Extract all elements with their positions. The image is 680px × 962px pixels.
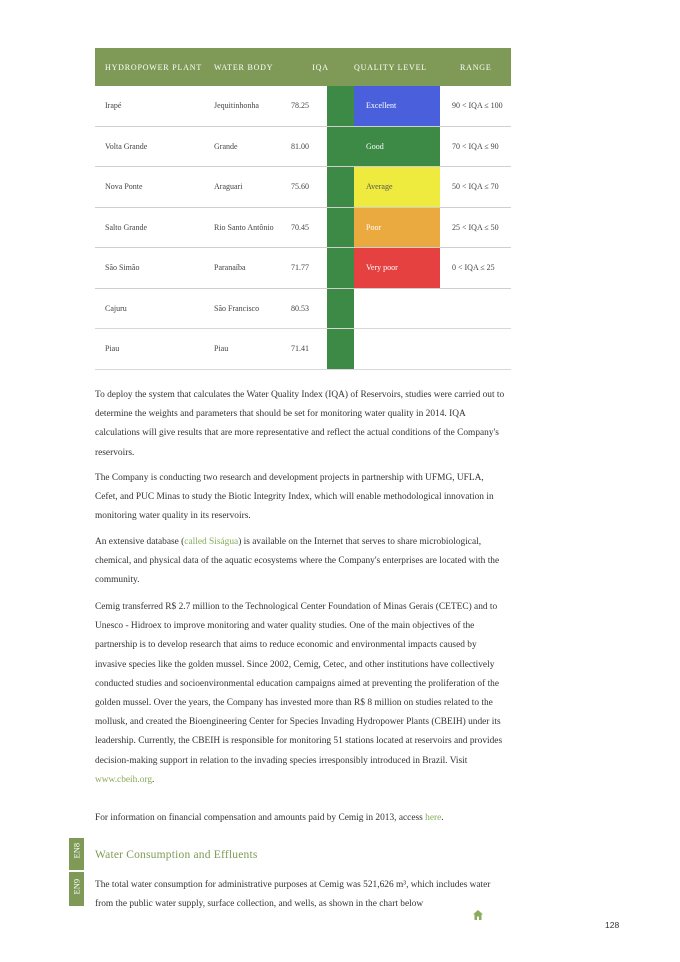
cell-plant: Irapé	[105, 101, 122, 111]
paragraph-database	[95, 533, 505, 591]
cell-iqa: 78.25	[291, 101, 309, 111]
paragraph-iqa-system: To deploy the system that calculates the Water Quality Index (IQA) of Reservoirs, studies were carried out to determine the weights and parameters that should be set for monitoring water quality in 2014. IQA calculations will give results that are more representative and reflect the actual conditions of the Company's reservoirs.	[95, 390, 505, 458]
paragraph-financial-compensation	[95, 809, 505, 828]
cell-plant: Piau	[105, 344, 120, 354]
paragraph-water-consumption: The total water consumption for administrative purposes at Cemig was 521,626 m³, which includes water from the public water supply, surface collection, and wells, as shown in the chart below	[95, 880, 491, 910]
table-row	[95, 329, 511, 370]
header-quality-level: QUALITY LEVEL	[354, 62, 427, 72]
paragraph-cetec-text: Cemig transferred R$ 2.7 million to the Technological Center Foundation of Minas Gerais (CETEC) and to Unesco - Hidroex to improve monitoring and water quality studies. One of the main objectives of the partnership is to develop research that aims to reduce economic and environmental impacts caused by invasive species like the golden mussel. Since 2002, Cemig, Cetec, and other institutions have collectively conducted studies and socioenvironmental education campaigns aimed at preventing the proliferation of the golden mussel. Over the years, the Company has invested more than R$ 8 million on studies related to the mollusk, and created the Bioengineering Center for Species Invading Hydropower Plants (CBEIH) under its leadership. Currently, the CBEIH is responsible for monitoring 51 stations located at reservoirs and provides decision-making support in relation to the invading species irresponsibly introduced in Brazil. Visit	[95, 602, 503, 766]
tab-en8	[69, 838, 84, 870]
table-row	[95, 86, 511, 127]
tab-en8-label: EN8	[71, 842, 82, 859]
cell-range: 90 < IQA ≤ 100	[452, 101, 503, 111]
cell-iqa: 71.77	[291, 263, 309, 273]
cell-range: 50 < IQA ≤ 70	[452, 182, 499, 192]
table-row	[95, 127, 511, 168]
cell-range: 0 < IQA ≤ 25	[452, 263, 495, 273]
cell-quality-level	[354, 329, 440, 369]
cell-iqa-bar	[327, 208, 354, 248]
paragraph-financial-end: .	[441, 813, 444, 823]
cell-quality-level: Poor	[354, 208, 440, 248]
cell-water-body: São Francisco	[214, 303, 260, 313]
cell-iqa-bar	[327, 86, 354, 126]
header-range: RANGE	[460, 62, 492, 72]
table-header	[95, 48, 511, 86]
table-row	[95, 208, 511, 249]
cbeih-link[interactable]: www.cbeih.org	[95, 774, 153, 785]
cell-iqa: 75.60	[291, 182, 309, 192]
cell-plant: São Simão	[105, 263, 140, 273]
cell-iqa: 80.53	[291, 303, 309, 313]
cell-water-body: Araguari	[214, 182, 243, 192]
cell-water-body: Jequitinhonha	[214, 101, 259, 111]
cell-iqa: 81.00	[291, 141, 309, 151]
paragraph-cetec-partnership	[95, 598, 505, 790]
cell-range	[440, 289, 511, 329]
cell-range: 70 < IQA ≤ 90	[452, 141, 499, 151]
cell-water-body: Grande	[214, 141, 238, 151]
cell-iqa-bar	[327, 248, 354, 288]
tab-en9	[69, 872, 84, 906]
cell-range: 25 < IQA ≤ 50	[452, 222, 499, 232]
cell-iqa-bar	[327, 329, 354, 369]
paragraph-database-text-2: ) is available on the Internet that serves to share microbiological, chemical, and physical data of the aquatic ecosystems where the Company's enterprises are located with the community.	[95, 537, 500, 586]
paragraph-database-text-1: An extensive database (	[95, 537, 185, 547]
paragraph-research-projects: The Company is conducting two research and development projects in partnership with UFMG, UFLA, Cefet, and PUC Minas to study the Biotic Integrity Index, which will enable methodological innovation in monitoring water quality in its reservoirs.	[95, 473, 494, 522]
cell-plant: Nova Ponte	[105, 182, 143, 192]
cell-iqa: 70.45	[291, 222, 309, 232]
water-quality-table	[95, 48, 511, 370]
header-iqa: IQA	[312, 62, 329, 72]
cell-iqa: 71.41	[291, 344, 309, 354]
header-water-body: WATER BODY	[214, 62, 274, 72]
table-row	[95, 167, 511, 208]
cell-water-body: Piau	[214, 344, 229, 354]
table-row	[95, 248, 511, 289]
tab-en9-label: EN9	[71, 878, 82, 895]
cell-plant: Volta Grande	[105, 141, 148, 151]
cell-quality-level: Excellent	[354, 86, 440, 126]
here-link[interactable]: here	[425, 813, 442, 823]
cell-quality-level: Good	[354, 127, 440, 167]
paragraph-financial-text: For information on financial compensation and amounts paid by Cemig in 2013, access	[95, 813, 426, 823]
cell-quality-level	[354, 289, 440, 329]
cell-plant: Cajuru	[105, 303, 127, 313]
header-hydropower-plant: HYDROPOWER PLANT	[105, 62, 203, 72]
table-body	[95, 86, 511, 370]
cell-iqa-bar	[327, 289, 354, 329]
paragraph-cetec-end: .	[152, 774, 155, 785]
cell-plant: Salto Grande	[105, 222, 147, 232]
cell-iqa-bar	[327, 127, 354, 167]
page-number: 128	[605, 920, 620, 930]
sisagua-link[interactable]: called Siságua	[184, 537, 239, 547]
cell-iqa-bar	[327, 167, 354, 207]
cell-quality-level: Very poor	[354, 248, 440, 288]
cell-range	[440, 329, 511, 369]
cell-water-body: Rio Santo Antônio	[214, 222, 274, 232]
section-title: Water Consumption and Effluents	[95, 849, 258, 861]
cell-water-body: Paranaíba	[214, 263, 246, 273]
table-row	[95, 289, 511, 330]
cell-quality-level: Average	[354, 167, 440, 207]
home-icon[interactable]	[472, 909, 484, 921]
